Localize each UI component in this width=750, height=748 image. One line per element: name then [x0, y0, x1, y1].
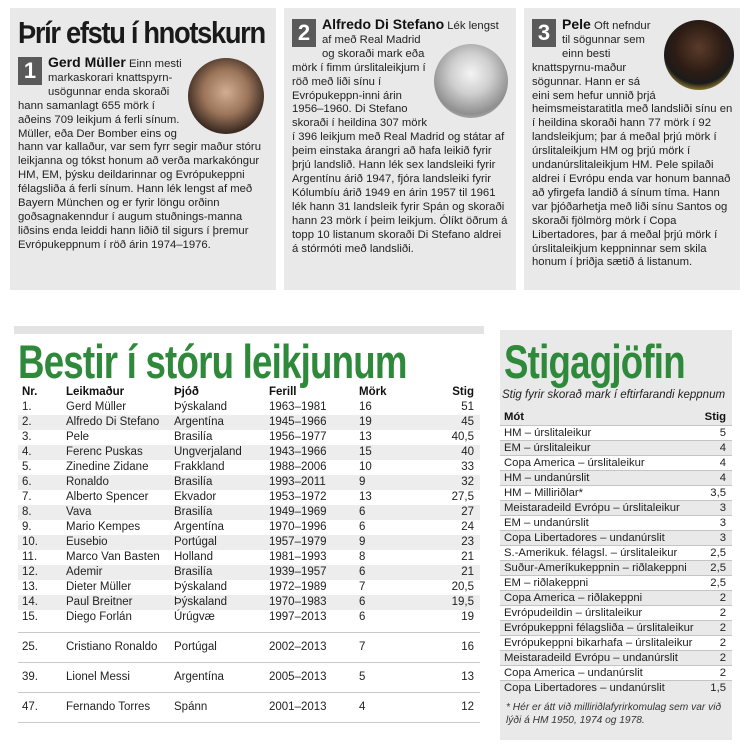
cell-points: 13: [461, 671, 474, 683]
cell-nation: Portúgal: [174, 536, 217, 548]
cell-player: Ferenc Puskas: [66, 446, 143, 458]
competition-points: 5: [719, 427, 726, 439]
cell-goals: 7: [359, 641, 366, 653]
competition-points: 2,5: [710, 562, 726, 574]
cell-nr: 12.: [22, 566, 38, 578]
points-row: [500, 680, 732, 695]
points-row: [500, 515, 732, 530]
competition-points: 2: [719, 607, 726, 619]
table-row: [18, 668, 480, 686]
points-row: [500, 635, 732, 650]
top-three-panel: [10, 8, 740, 290]
table-row: [18, 505, 480, 520]
points-row: [500, 485, 732, 500]
cell-nr: 3.: [22, 431, 32, 443]
cell-nation: Frakkland: [174, 461, 225, 473]
cell-points: 20,5: [451, 581, 474, 593]
cell-points: 27: [461, 506, 474, 518]
cell-goals: 13: [359, 431, 372, 443]
table-row: [18, 580, 480, 595]
competition-points: 2: [719, 652, 726, 664]
table-row: [18, 565, 480, 580]
competition-points: 2: [719, 637, 726, 649]
competition-name: HM – úrslitaleikur: [504, 427, 592, 439]
cell-goals: 7: [359, 581, 366, 593]
cell-player: Zinedine Zidane: [66, 461, 149, 473]
competition-points: 3: [719, 517, 726, 529]
points-row: [500, 545, 732, 560]
competition-name: Suður-Ameríkukeppnin – riðlakeppni: [504, 562, 687, 574]
cell-nation: Ekvador: [174, 491, 217, 503]
cell-nr: 14.: [22, 596, 38, 608]
cell-nr: 8.: [22, 506, 32, 518]
cell-nr: 5.: [22, 461, 32, 473]
competition-name: Copa America – riðlakeppni: [504, 592, 643, 604]
cell-goals: 15: [359, 446, 372, 458]
cell-career: 1943–1966: [269, 446, 327, 458]
points-row: [500, 500, 732, 515]
cell-nation: Þýskaland: [174, 596, 228, 608]
competition-points: 4: [719, 442, 726, 454]
points-row: [500, 590, 732, 605]
cell-player: Gerd Müller: [66, 401, 127, 413]
cell-points: 12: [461, 701, 474, 713]
points-header: [500, 410, 732, 425]
cell-goals: 19: [359, 416, 372, 428]
table-row: [18, 415, 480, 430]
player-column-1: [10, 8, 272, 290]
points-row: [500, 575, 732, 590]
competition-name: HM – Milliriðlar*: [504, 487, 584, 499]
table-row: [18, 400, 480, 415]
divider: [18, 632, 480, 633]
competition-name: EM – undanúrslit: [504, 517, 589, 529]
cell-nr: 6.: [22, 476, 32, 488]
cell-career: 1997–2013: [269, 611, 327, 623]
table-row: [18, 430, 480, 445]
cell-nr: 25.: [22, 641, 38, 653]
cell-nr: 10.: [22, 536, 38, 548]
player-bio: Oft nefndur til sögunnar sem einn besti knattspyrnu-maður sögunnar. Hann er sá eini sem hefur unnið þrjá heimsmeistaratitla með landsliði sínu en í heildina skoraði hann 77 mörk í 92 landsleikjum; þar á meðal þrjú mörk í úrslitaleikjum HM og þrjú mörk í undanúrslitaleikjum HM. Pele spilaði aldrei í Evrópu enda var honum bannað að yfirgefa landið á sínum tíma. Hann var þjóðarhetja með liði sínu Santos og skoraði fjölmörg mörk í Copa Libertadores, þar á meðal þrjú mörk í úrslitaleikjum keppninnar sem skila honum í þriðja sætið á listanum.: [532, 20, 733, 269]
cell-career: 1970–1996: [269, 521, 327, 533]
cell-goals: 9: [359, 476, 366, 488]
table-header: [18, 384, 480, 400]
points-row: [500, 665, 732, 680]
points-row: [500, 470, 732, 485]
header-nation: Þjóð: [174, 386, 199, 398]
cell-goals: 16: [359, 401, 372, 413]
cell-goals: 9: [359, 536, 366, 548]
cell-points: 19: [461, 611, 474, 623]
cell-career: 1956–1977: [269, 431, 327, 443]
points-row: [500, 455, 732, 470]
cell-nation: Úrúgvæ: [174, 611, 215, 623]
best-table-title: Bestir í stóru leikjunum: [18, 335, 407, 388]
cell-nr: 7.: [22, 491, 32, 503]
cell-nation: Argentína: [174, 521, 224, 533]
cell-player: Lionel Messi: [66, 671, 130, 683]
cell-nation: Þýskaland: [174, 401, 228, 413]
cell-career: 1957–1979: [269, 536, 327, 548]
table-row: [18, 698, 480, 716]
cell-nation: Portúgal: [174, 641, 217, 653]
cell-player: Marco Van Basten: [66, 551, 160, 563]
competition-points: 2: [719, 592, 726, 604]
divider: [18, 692, 480, 693]
cell-points: 21: [461, 551, 474, 563]
points-row: [500, 530, 732, 545]
cell-nr: 15.: [22, 611, 38, 623]
cell-nr: 39.: [22, 671, 38, 683]
points-subtitle: Stig fyrir skorað mark í eftirfarandi keppnum: [502, 389, 726, 401]
footnote: * Hér er átt við milliriðlafyrirkomulag sem var við lýði á HM 1950, 1974 og 1978.: [506, 702, 722, 726]
competition-name: Meistaradeild Evrópu – undanúrslit: [504, 652, 678, 664]
cell-goals: 6: [359, 506, 366, 518]
cell-player: Alberto Spencer: [66, 491, 149, 503]
table-row: [18, 595, 480, 610]
column-divider: [276, 8, 284, 290]
player-portrait-icon: [188, 58, 264, 134]
header-competition: Mót: [504, 411, 525, 423]
cell-nation: Ungverjaland: [174, 446, 242, 458]
cell-nation: Brasilía: [174, 566, 213, 578]
header-nr: Nr.: [22, 386, 38, 398]
section-bar: [14, 326, 484, 334]
player-column-3: [526, 8, 740, 290]
player-portrait-icon: [664, 20, 734, 90]
cell-career: 1993–2011: [269, 476, 326, 488]
cell-points: 16: [461, 641, 474, 653]
competition-name: S.-Amerikuk. félagsl. – úrslitaleikur: [504, 547, 678, 559]
competition-points: 4: [719, 457, 726, 469]
cell-goals: 6: [359, 611, 366, 623]
table-row: [18, 638, 480, 656]
cell-career: 1970–1983: [269, 596, 327, 608]
divider: [18, 662, 480, 663]
table-row: [18, 445, 480, 460]
column-divider: [516, 8, 524, 290]
player-name: Gerd Müller: [48, 54, 126, 70]
cell-player: Paul Breitner: [66, 596, 133, 608]
competition-points: 2,5: [710, 547, 726, 559]
cell-nation: Spánn: [174, 701, 208, 713]
cell-career: 1988–2006: [269, 461, 327, 473]
competition-points: 2: [719, 667, 726, 679]
cell-career: 2002–2013: [269, 641, 327, 653]
competition-name: EM – riðlakeppni: [504, 577, 589, 589]
cell-goals: 4: [359, 701, 366, 713]
table-row: [18, 610, 480, 625]
cell-career: 1949–1969: [269, 506, 327, 518]
cell-nation: Holland: [174, 551, 213, 563]
cell-points: 24: [461, 521, 474, 533]
cell-goals: 6: [359, 521, 366, 533]
cell-points: 23: [461, 536, 474, 548]
cell-nation: Þýskaland: [174, 581, 228, 593]
player-bio: Einn mesti markaskorari knattspyrn-usögunnar enda skoraði hann samanlagt 655 mörk í aðeins 709 leikjum á ferli sínum. Müller, eða Der Bomber eins og hann var kallaður, var sem fyrr segir maður stóru leikjanna og tókst honum að verða markakóngur HM, EM, þýsku deildarinnar og Evrópukeppni félagsliða á ferli sínum. Hann lék lengst af með Bayern München og er fyrir löngu orðinn goðsagnakenndur í augum stuðnings-manna liðsins enda leiddi hann liðið til sigurs í þremur Evrópukeppnum í röð árin 1974–1976.: [18, 58, 261, 251]
cell-nation: Brasilía: [174, 431, 213, 443]
competition-name: Evrópudeildin – úrslitaleikur: [504, 607, 643, 619]
competition-name: Copa America – úrslitaleikur: [504, 457, 645, 469]
table-row: [18, 520, 480, 535]
table-row: [18, 550, 480, 565]
cell-player: Cristiano Ronaldo: [66, 641, 158, 653]
cell-points: 21: [461, 566, 474, 578]
points-row: [500, 440, 732, 455]
cell-player: Pele: [66, 431, 90, 443]
competition-points: 2: [719, 622, 726, 634]
cell-goals: 6: [359, 566, 366, 578]
cell-points: 27,5: [451, 491, 474, 503]
competition-name: Copa Libertadores – undanúrslit: [504, 532, 665, 544]
points-row: [500, 650, 732, 665]
competition-points: 3: [719, 532, 726, 544]
player-column-2: [286, 8, 514, 290]
cell-player: Ademir: [66, 566, 103, 578]
cell-career: 1972–1989: [269, 581, 327, 593]
competition-name: Copa Libertadores – undanúrslit: [504, 682, 665, 694]
player-name: Pele: [562, 16, 591, 32]
cell-player: Vava: [66, 506, 92, 518]
cell-nr: 47.: [22, 701, 38, 713]
header-player: Leikmaður: [66, 386, 125, 398]
table-row: [18, 475, 480, 490]
cell-nation: Brasilía: [174, 476, 213, 488]
cell-points: 40,5: [451, 431, 474, 443]
table-row: [18, 490, 480, 505]
cell-career: 2001–2013: [269, 701, 327, 713]
cell-goals: 10: [359, 461, 372, 473]
competition-points: 3,5: [710, 487, 726, 499]
header-goals: Mörk: [359, 386, 387, 398]
cell-player: Fernando Torres: [66, 701, 151, 713]
rank-badge: 1: [18, 57, 42, 85]
cell-nation: Brasilía: [174, 506, 213, 518]
cell-nr: 13.: [22, 581, 38, 593]
player-name: Alfredo Di Stefano: [322, 16, 445, 32]
cell-points: 19,5: [451, 596, 474, 608]
divider: [18, 722, 480, 723]
competition-points: 4: [719, 472, 726, 484]
rank-badge: 3: [532, 19, 556, 47]
points-table: [500, 410, 732, 695]
points-row: [500, 560, 732, 575]
cell-career: 1945–1966: [269, 416, 327, 428]
competition-name: HM – undanúrslit: [504, 472, 590, 484]
cell-player: Mario Kempes: [66, 521, 141, 533]
cell-player: Ronaldo: [66, 476, 109, 488]
cell-nr: 2.: [22, 416, 32, 428]
points-row: [500, 605, 732, 620]
cell-player: Dieter Müller: [66, 581, 132, 593]
competition-name: Evrópukeppni bikarhafa – úrslitaleikur: [504, 637, 693, 649]
cell-goals: 6: [359, 596, 366, 608]
header-points: Stig: [704, 411, 726, 423]
cell-points: 32: [461, 476, 474, 488]
rank-badge: 2: [292, 19, 316, 47]
cell-points: 45: [461, 416, 474, 428]
cell-player: Eusebio: [66, 536, 108, 548]
cell-nation: Argentína: [174, 416, 224, 428]
cell-points: 33: [461, 461, 474, 473]
table-row: [18, 535, 480, 550]
cell-goals: 8: [359, 551, 366, 563]
competition-points: 1,5: [710, 682, 726, 694]
points-row: [500, 620, 732, 635]
cell-nation: Argentína: [174, 671, 224, 683]
competition-name: Meistaradeild Evrópu – úrslitaleikur: [504, 502, 680, 514]
cell-nr: 11.: [22, 551, 38, 563]
cell-nr: 4.: [22, 446, 32, 458]
cell-nr: 9.: [22, 521, 32, 533]
cell-career: 2005–2013: [269, 671, 327, 683]
points-row: [500, 425, 732, 440]
player-bio: Lék lengst af með Real Madrid og skoraði mark eða mörk í fimm úrslitaleikjum í röð með liði sínu í Evrópukeppn-inni árin 1956–1960. Di Stefano skoraði í heildina 307 mörk í 396 leikjum með Real Madrid og státar af þeim einstaka árangri að hafa leikið fyrir þrjú landslið. Hann lék sex landsleiki fyrir Argentínu árið 1947, fjóra landsleiki fyrir Kólumbíu árið 1949 en árin 1957 til 1961 lék hann 31 landsleik fyrir Spán og skoraði hann 23 mörk í þeim leikjum. Ólíkt öðrum á topp 10 listanum skoraði Di Stefano aldrei á stórmóti með landsliði.: [292, 20, 508, 255]
competition-name: Evrópukeppni félagsliða – úrslitaleikur: [504, 622, 694, 634]
cell-player: Diego Forlán: [66, 611, 132, 623]
cell-career: 1963–1981: [269, 401, 327, 413]
cell-points: 51: [461, 401, 474, 413]
cell-goals: 13: [359, 491, 372, 503]
header-career: Ferill: [269, 386, 297, 398]
header-points: Stig: [452, 386, 474, 398]
cell-goals: 5: [359, 671, 366, 683]
competition-points: 3: [719, 502, 726, 514]
cell-nr: 1.: [22, 401, 32, 413]
competition-name: Copa America – undanúrslit: [504, 667, 643, 679]
section-title: Þrír efstu í hnotskurn: [18, 15, 265, 50]
competition-name: EM – úrslitaleikur: [504, 442, 591, 454]
best-players-table: [18, 384, 480, 625]
competition-points: 2,5: [710, 577, 726, 589]
cell-career: 1953–1972: [269, 491, 327, 503]
table-row: [18, 460, 480, 475]
cell-career: 1939–1957: [269, 566, 327, 578]
cell-player: Alfredo Di Stefano: [66, 416, 160, 428]
cell-points: 40: [461, 446, 474, 458]
cell-career: 1981–1993: [269, 551, 327, 563]
points-title: Stigagjöfin: [504, 335, 685, 388]
player-portrait-icon: [434, 44, 508, 118]
